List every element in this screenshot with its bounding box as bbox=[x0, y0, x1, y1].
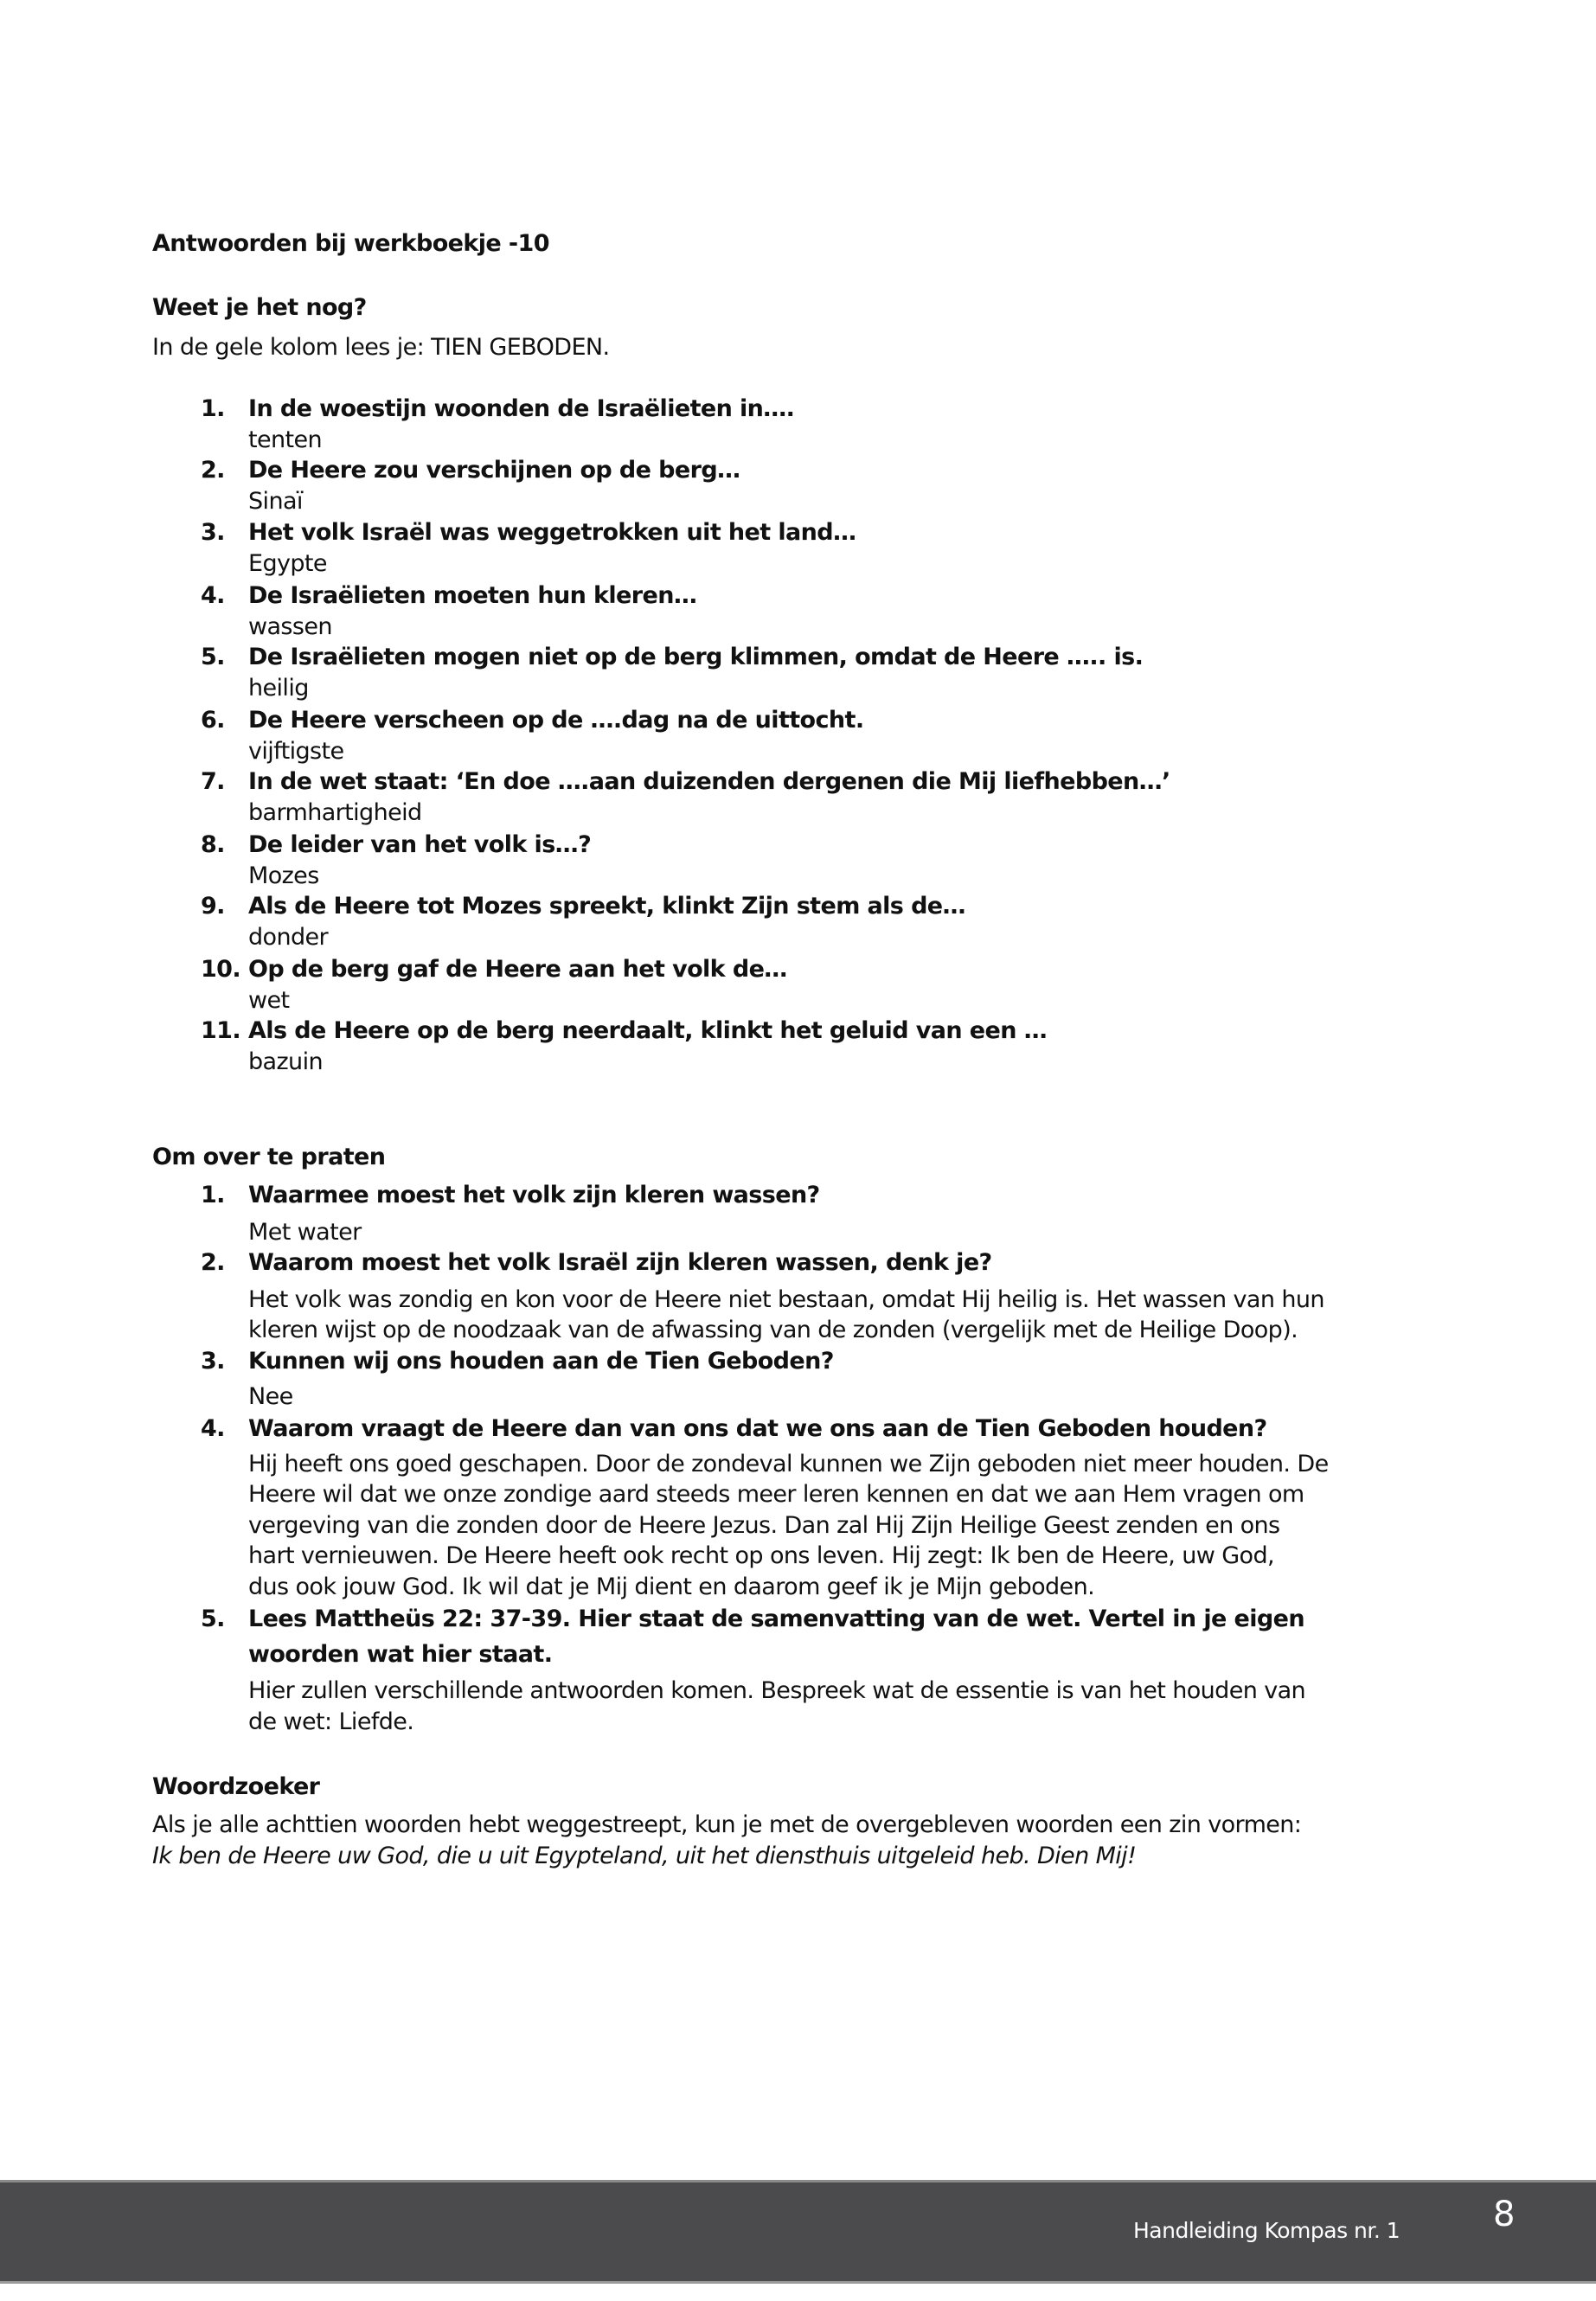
page-number: 8 bbox=[1493, 2195, 1516, 2234]
item-number: 1. bbox=[201, 1182, 225, 1208]
answer-text: wassen bbox=[248, 613, 332, 640]
item-number: 2. bbox=[201, 1249, 225, 1276]
question-text: De Israëlieten mogen niet op de berg klimmen, omdat de Heere ….. is. bbox=[248, 644, 1144, 670]
answer-text: Mozes bbox=[248, 862, 319, 889]
item-number: 3. bbox=[201, 519, 225, 546]
page-title: Antwoorden bij werkboekje -10 bbox=[152, 230, 549, 257]
question-text: De leider van het volk is…? bbox=[248, 831, 592, 858]
answer-text: donder bbox=[248, 924, 329, 951]
answer-text: Heere wil dat we onze zondige aard steeds meer leren kennen en dat we aan Hem vragen om bbox=[248, 1481, 1304, 1508]
question-text: Als de Heere op de berg neerdaalt, klinkt het geluid van een … bbox=[248, 1017, 1048, 1044]
word-search-text: Als je alle achttien woorden hebt weggestreept, kun je met de overgebleven woorden een zin vormen: bbox=[152, 1811, 1302, 1838]
answer-text: heilig bbox=[248, 675, 309, 702]
question-text: In de woestijn woonden de Israëlieten in…. bbox=[248, 395, 795, 422]
question-text: woorden wat hier staat. bbox=[248, 1641, 553, 1668]
question-text: Kunnen wij ons houden aan de Tien Geboden? bbox=[248, 1348, 834, 1375]
question-text: In de wet staat: ‘En doe ….aan duizenden dergenen die Mij liefhebben…’ bbox=[248, 768, 1170, 795]
answer-text: vergeving van die zonden door de Heere Jezus. Dan zal Hij Zijn Heilige Geest zenden en ons bbox=[248, 1512, 1280, 1539]
footer-label: Handleiding Kompas nr. 1 bbox=[1133, 2218, 1401, 2243]
item-number: 5. bbox=[201, 644, 225, 670]
item-number: 3. bbox=[201, 1348, 225, 1375]
answer-text: dus ook jouw God. Ik wil dat je Mij dient en daarom geef ik je Mijn geboden. bbox=[248, 1574, 1095, 1600]
answer-text: Hij heeft ons goed geschapen. Door de zondeval kunnen we Zijn geboden niet meer houden. De bbox=[248, 1451, 1329, 1477]
answer-text: Egypte bbox=[248, 550, 327, 577]
answer-text: bazuin bbox=[248, 1048, 323, 1075]
answer-text: barmhartigheid bbox=[248, 799, 422, 826]
question-text: De Heere zou verschijnen op de berg… bbox=[248, 457, 740, 484]
section-heading: Om over te praten bbox=[152, 1144, 386, 1170]
question-text: De Israëlieten moeten hun kleren… bbox=[248, 582, 697, 609]
item-number: 1. bbox=[201, 395, 225, 422]
item-number: 10. bbox=[201, 956, 241, 983]
section-heading: Weet je het nog? bbox=[152, 294, 367, 321]
answer-text: kleren wijst op de noodzaak van de afwassing van de zonden (vergelijk met de Heilige Doop). bbox=[248, 1317, 1298, 1343]
question-text: Waarom vraagt de Heere dan van ons dat we ons aan de Tien Geboden houden? bbox=[248, 1415, 1267, 1442]
section-heading: Woordzoeker bbox=[152, 1773, 320, 1800]
answer-text: wet bbox=[248, 987, 290, 1014]
item-number: 5. bbox=[201, 1606, 225, 1632]
item-number: 11. bbox=[201, 1017, 241, 1044]
answer-text: Nee bbox=[248, 1383, 293, 1410]
item-number: 9. bbox=[201, 893, 225, 920]
question-text: De Heere verscheen op de ….dag na de uittocht. bbox=[248, 707, 864, 734]
word-search-sentence: Ik ben de Heere uw God, die u uit Egypteland, uit het diensthuis uitgeleid heb. Dien Mij! bbox=[152, 1843, 1137, 1869]
answer-text: Sinaï bbox=[248, 488, 303, 515]
answer-text: Met water bbox=[248, 1219, 362, 1246]
answer-text: tenten bbox=[248, 426, 323, 453]
question-text: Het volk Israël was weggetrokken uit het land… bbox=[248, 519, 856, 546]
question-text: Lees Mattheüs 22: 37-39. Hier staat de samenvatting van de wet. Vertel in je eigen bbox=[248, 1606, 1304, 1632]
item-number: 4. bbox=[201, 1415, 225, 1442]
answer-text: vijftigste bbox=[248, 738, 344, 765]
question-text: Waarom moest het volk Israël zijn kleren wassen, denk je? bbox=[248, 1249, 992, 1276]
answer-text: Het volk was zondig en kon voor de Heere niet bestaan, omdat Hij heilig is. Het wassen van hun bbox=[248, 1286, 1324, 1313]
question-text: Waarmee moest het volk zijn kleren wassen? bbox=[248, 1182, 820, 1208]
item-number: 4. bbox=[201, 582, 225, 609]
answer-text: hart vernieuwen. De Heere heeft ook recht op ons leven. Hij zegt: Ik ben de Heere, uw God, bbox=[248, 1542, 1274, 1569]
question-text: Op de berg gaf de Heere aan het volk de… bbox=[248, 956, 787, 983]
answer-text: Hier zullen verschillende antwoorden komen. Bespreek wat de essentie is van het houden van bbox=[248, 1677, 1306, 1704]
item-number: 2. bbox=[201, 457, 225, 484]
item-number: 7. bbox=[201, 768, 225, 795]
question-text: Als de Heere tot Mozes spreekt, klinkt Zijn stem als de… bbox=[248, 893, 965, 920]
item-number: 6. bbox=[201, 707, 225, 734]
intro-text: In de gele kolom lees je: TIEN GEBODEN. bbox=[152, 334, 610, 361]
answer-text: de wet: Liefde. bbox=[248, 1708, 414, 1735]
item-number: 8. bbox=[201, 831, 225, 858]
